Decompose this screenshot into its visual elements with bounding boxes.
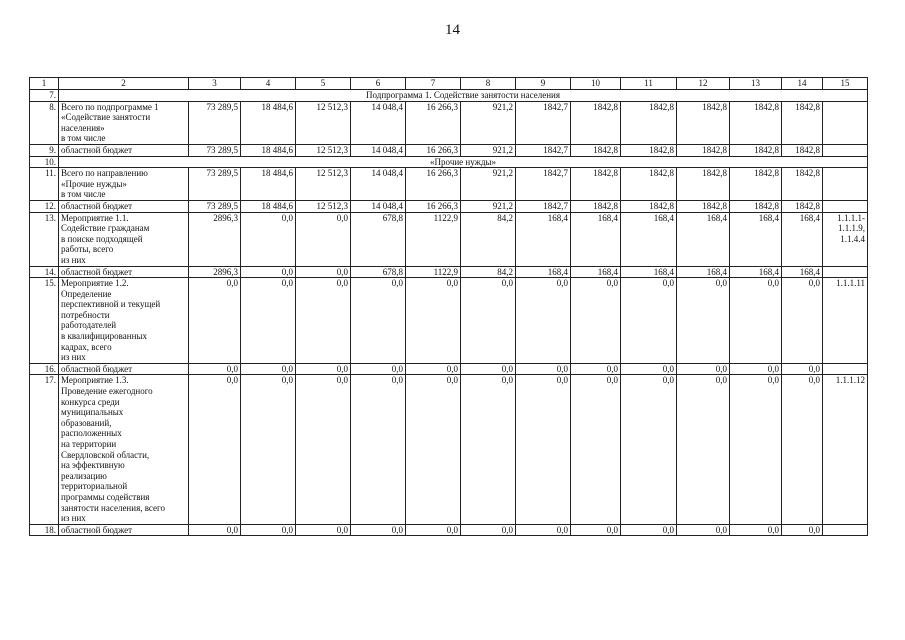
value-cell: 0,0 (516, 278, 571, 364)
value-cell: 0,0 (571, 375, 621, 524)
table-row (30, 200, 868, 212)
row-name: Всего по подпрограмме 1 «Содействие занятости населения» в том числе (59, 101, 189, 144)
value-cell: 0,0 (406, 375, 461, 524)
value-cell: 73 289,5 (189, 101, 241, 144)
value-cell: 0,0 (296, 363, 351, 375)
value-cell: 1842,8 (571, 144, 621, 156)
row-name: областной бюджет (59, 144, 189, 156)
value-cell: 1842,8 (677, 200, 730, 212)
value-cell: 0,0 (241, 266, 296, 278)
value-cell: 1842,8 (677, 144, 730, 156)
value-cell: 1842,8 (621, 168, 677, 201)
header-cell: 5 (296, 78, 351, 90)
value-cell: 0,0 (189, 278, 241, 364)
value-cell: 12 512,3 (296, 200, 351, 212)
value-cell: 0,0 (351, 375, 406, 524)
value-cell: 14 048,4 (351, 200, 406, 212)
value-cell: 0,0 (677, 278, 730, 364)
row-name: Мероприятие 1.2. Определение перспективной и текущей потребности работодателей в квалифицированных кадрах, всего из них (59, 278, 189, 364)
header-cell: 11 (621, 78, 677, 90)
value-cell: 16 266,3 (406, 168, 461, 201)
value-cell: 0,0 (730, 375, 782, 524)
value-cell: 1842,8 (621, 144, 677, 156)
value-cell: 1842,7 (516, 200, 571, 212)
value-cell: 168,4 (677, 212, 730, 266)
value-cell: 14 048,4 (351, 144, 406, 156)
table-row (30, 144, 868, 156)
value-cell: 168,4 (730, 212, 782, 266)
row-number: 8. (30, 101, 59, 144)
value-cell: 678,8 (351, 266, 406, 278)
value-cell: 168,4 (621, 212, 677, 266)
value-cell: 1842,8 (782, 200, 823, 212)
value-cell: 0,0 (782, 278, 823, 364)
value-cell: 1842,8 (677, 168, 730, 201)
table-body (30, 78, 868, 536)
header-cell: 6 (351, 78, 406, 90)
value-cell: 12 512,3 (296, 101, 351, 144)
value-cell: 0,0 (516, 363, 571, 375)
value-cell: 0,0 (461, 278, 516, 364)
header-cell: 1 (30, 78, 59, 90)
value-cell: 1842,7 (516, 101, 571, 144)
value-cell: 0,0 (241, 375, 296, 524)
value-cell: 0,0 (296, 524, 351, 536)
row-number: 14. (30, 266, 59, 278)
value-cell: 12 512,3 (296, 168, 351, 201)
table-row (30, 524, 868, 536)
value-cell: 0,0 (730, 524, 782, 536)
value-cell: 1842,8 (782, 101, 823, 144)
value-cell: 16 266,3 (406, 144, 461, 156)
header-cell: 14 (782, 78, 823, 90)
value-cell: 0,0 (730, 363, 782, 375)
section-row (30, 90, 868, 102)
value-cell: 1842,8 (677, 101, 730, 144)
value-cell: 2896,3 (189, 212, 241, 266)
value-cell: 0,0 (461, 524, 516, 536)
row-number: 16. (30, 363, 59, 375)
target-code (823, 266, 868, 278)
value-cell: 0,0 (296, 212, 351, 266)
value-cell: 1842,8 (571, 168, 621, 201)
value-cell: 168,4 (516, 266, 571, 278)
value-cell: 168,4 (571, 266, 621, 278)
row-number: 17. (30, 375, 59, 524)
page-number: 14 (445, 22, 460, 38)
value-cell: 0,0 (516, 524, 571, 536)
section-title: «Прочие нужды» (59, 156, 868, 168)
value-cell: 18 484,6 (241, 144, 296, 156)
row-number: 10. (30, 156, 59, 168)
value-cell: 2896,3 (189, 266, 241, 278)
target-code: 1.1.1.11 (823, 278, 868, 364)
value-cell: 0,0 (296, 375, 351, 524)
value-cell: 0,0 (406, 363, 461, 375)
table-row (30, 168, 868, 201)
table-row (30, 278, 868, 364)
value-cell: 0,0 (189, 375, 241, 524)
value-cell: 84,2 (461, 266, 516, 278)
row-name: областной бюджет (59, 524, 189, 536)
target-code (823, 524, 868, 536)
value-cell: 0,0 (571, 363, 621, 375)
row-number: 18. (30, 524, 59, 536)
value-cell: 0,0 (296, 266, 351, 278)
row-name: областной бюджет (59, 200, 189, 212)
header-cell: 12 (677, 78, 730, 90)
table-row (30, 212, 868, 266)
value-cell: 14 048,4 (351, 168, 406, 201)
row-name: Мероприятие 1.3. Проведение ежегодного конкурса среди муниципальных образований, расположенных на территории Свердловской области, на эффективную реализацию территориальной программы содействия занятости населения, всего из них (59, 375, 189, 524)
value-cell: 1122,9 (406, 266, 461, 278)
target-code: 1.1.1.12 (823, 375, 868, 524)
value-cell: 0,0 (782, 375, 823, 524)
row-number: 11. (30, 168, 59, 201)
table-row (30, 266, 868, 278)
value-cell: 14 048,4 (351, 101, 406, 144)
value-cell: 0,0 (621, 524, 677, 536)
value-cell: 1842,8 (730, 168, 782, 201)
value-cell: 0,0 (406, 278, 461, 364)
row-name: областной бюджет (59, 266, 189, 278)
value-cell: 678,8 (351, 212, 406, 266)
header-cell: 8 (461, 78, 516, 90)
value-cell: 18 484,6 (241, 200, 296, 212)
value-cell: 0,0 (351, 524, 406, 536)
value-cell: 1842,8 (730, 200, 782, 212)
value-cell: 0,0 (571, 524, 621, 536)
header-cell: 7 (406, 78, 461, 90)
value-cell: 1842,8 (621, 200, 677, 212)
header-cell: 3 (189, 78, 241, 90)
value-cell: 0,0 (406, 524, 461, 536)
value-cell: 921,2 (461, 168, 516, 201)
row-name: областной бюджет (59, 363, 189, 375)
value-cell: 1122,9 (406, 212, 461, 266)
row-number: 9. (30, 144, 59, 156)
value-cell: 0,0 (782, 363, 823, 375)
value-cell: 0,0 (461, 363, 516, 375)
value-cell: 168,4 (571, 212, 621, 266)
value-cell: 18 484,6 (241, 168, 296, 201)
value-cell: 84,2 (461, 212, 516, 266)
row-number: 13. (30, 212, 59, 266)
target-code (823, 144, 868, 156)
value-cell: 1842,8 (782, 168, 823, 201)
value-cell: 0,0 (516, 375, 571, 524)
header-cell: 15 (823, 78, 868, 90)
header-cell: 4 (241, 78, 296, 90)
row-name: Всего по направлению «Прочие нужды» в том числе (59, 168, 189, 201)
value-cell: 0,0 (189, 524, 241, 536)
value-cell: 1842,8 (571, 200, 621, 212)
value-cell: 168,4 (516, 212, 571, 266)
value-cell: 168,4 (621, 266, 677, 278)
value-cell: 0,0 (621, 375, 677, 524)
section-row (30, 156, 868, 168)
value-cell: 0,0 (730, 278, 782, 364)
value-cell: 921,2 (461, 101, 516, 144)
value-cell: 1842,8 (571, 101, 621, 144)
value-cell: 0,0 (621, 363, 677, 375)
target-code (823, 168, 868, 201)
value-cell: 1842,8 (730, 144, 782, 156)
value-cell: 16 266,3 (406, 200, 461, 212)
target-code (823, 363, 868, 375)
value-cell: 168,4 (677, 266, 730, 278)
budget-table (29, 77, 868, 536)
value-cell: 12 512,3 (296, 144, 351, 156)
table-row (30, 375, 868, 524)
value-cell: 0,0 (189, 363, 241, 375)
header-cell: 13 (730, 78, 782, 90)
value-cell: 18 484,6 (241, 101, 296, 144)
value-cell: 921,2 (461, 200, 516, 212)
value-cell: 168,4 (782, 212, 823, 266)
value-cell: 168,4 (782, 266, 823, 278)
value-cell: 0,0 (241, 278, 296, 364)
value-cell: 0,0 (677, 363, 730, 375)
value-cell: 0,0 (677, 524, 730, 536)
value-cell: 0,0 (571, 278, 621, 364)
value-cell: 73 289,5 (189, 144, 241, 156)
header-cell: 10 (571, 78, 621, 90)
value-cell: 0,0 (296, 278, 351, 364)
value-cell: 1842,7 (516, 168, 571, 201)
value-cell: 0,0 (782, 524, 823, 536)
section-title: Подпрограмма 1. Содействие занятости населения (59, 90, 868, 102)
value-cell: 0,0 (351, 363, 406, 375)
target-code: 1.1.1.1- 1.1.1.9, 1.1.4.4 (823, 212, 868, 266)
value-cell: 0,0 (351, 278, 406, 364)
value-cell: 0,0 (241, 212, 296, 266)
value-cell: 168,4 (730, 266, 782, 278)
value-cell: 73 289,5 (189, 168, 241, 201)
value-cell: 73 289,5 (189, 200, 241, 212)
table-row (30, 363, 868, 375)
value-cell: 1842,8 (621, 101, 677, 144)
target-code (823, 101, 868, 144)
table-row (30, 101, 868, 144)
table-header-row (30, 78, 868, 90)
target-code (823, 200, 868, 212)
value-cell: 0,0 (461, 375, 516, 524)
value-cell: 921,2 (461, 144, 516, 156)
value-cell: 0,0 (241, 363, 296, 375)
row-number: 12. (30, 200, 59, 212)
value-cell: 1842,7 (516, 144, 571, 156)
row-number: 15. (30, 278, 59, 364)
value-cell: 16 266,3 (406, 101, 461, 144)
value-cell: 0,0 (677, 375, 730, 524)
row-number: 7. (30, 90, 59, 102)
row-name: Мероприятие 1.1. Содействие гражданам в поиске подходящей работы, всего из них (59, 212, 189, 266)
value-cell: 1842,8 (782, 144, 823, 156)
value-cell: 0,0 (621, 278, 677, 364)
header-cell: 9 (516, 78, 571, 90)
value-cell: 1842,8 (730, 101, 782, 144)
header-cell: 2 (59, 78, 189, 90)
value-cell: 0,0 (241, 524, 296, 536)
